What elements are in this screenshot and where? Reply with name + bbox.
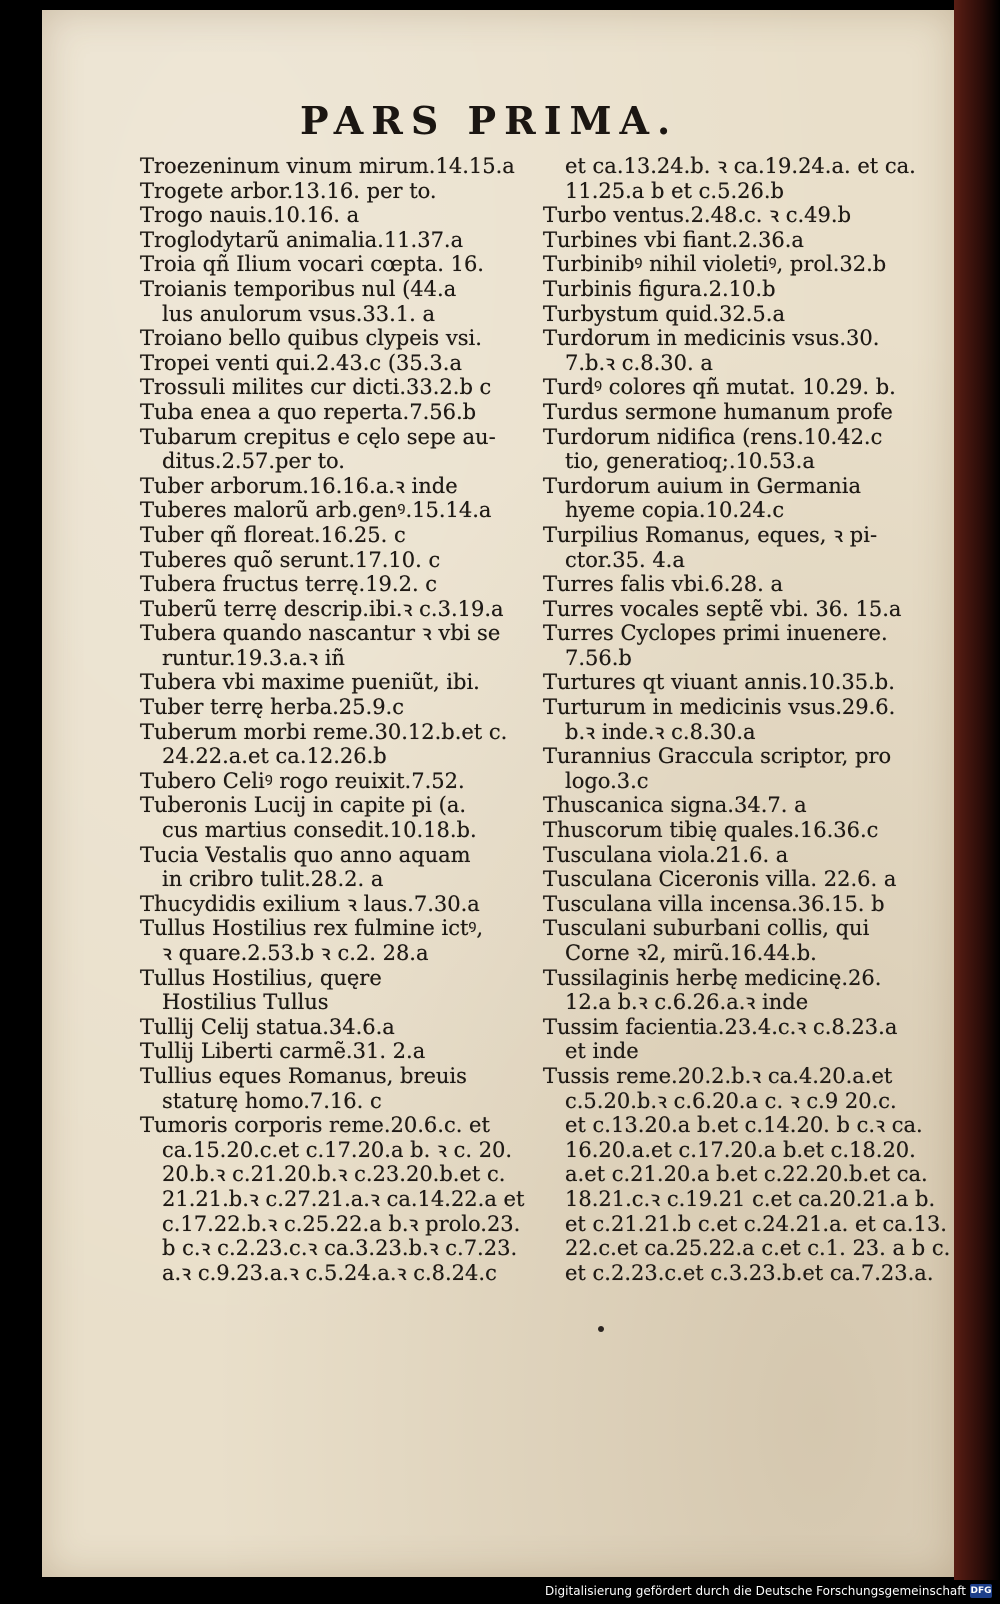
index-entry: Turbystum quid.32.5.a (543, 301, 785, 326)
index-entry: Tuber qñ floreat.16.25. c (140, 522, 406, 547)
index-entry: Tullus Hostilius, quęre (140, 965, 382, 990)
ink-dot (598, 1326, 604, 1332)
index-entry: Turdorum in medicinis vsus.30. (543, 326, 880, 351)
index-entry-continuation: b.ꝛ inde.ꝛ c.8.30.a (565, 719, 756, 744)
index-entry: Turannius Graccula scriptor, pro (543, 744, 892, 769)
index-entry-continuation: 12.a b.ꝛ c.6.26.a.ꝛ inde (565, 990, 809, 1015)
index-entry-continuation: et ca.13.24.b. ꝛ ca.19.24.a. et ca. (565, 154, 916, 178)
index-entry-continuation: c.17.22.b.ꝛ c.25.22.a b.ꝛ prolo.23. (162, 1211, 521, 1236)
index-entry-continuation: 11.25.a b et c.5.26.b (565, 178, 784, 203)
index-entry: Turdus sermone humanum profe (543, 399, 893, 424)
index-entry-continuation: cus martius consedit.10.18.b. (162, 818, 477, 843)
index-entry-continuation: runtur.19.3.a.ꝛ iñ (162, 645, 345, 670)
index-entry-continuation: et inde (565, 1039, 639, 1064)
index-entry: Turbinibꝰ nihil violetiꝰ, prol.32.b (543, 252, 887, 277)
index-entry: Tussim facientia.23.4.c.ꝛ c.8.23.a (543, 1014, 898, 1039)
index-entry-continuation: c.5.20.b.ꝛ c.6.20.a c. ꝛ c.9 20.c. (565, 1088, 897, 1113)
index-entry-continuation: hyeme copia.10.24.c (565, 498, 785, 523)
index-entry: Troia qñ Ilium vocari cœpta. 16. (140, 252, 484, 277)
index-entry: Thuscanica signa.34.7. a (543, 793, 807, 818)
index-entry: Tubero Celiꝰ rogo reuixit.7.52. (140, 768, 465, 793)
index-entry: Turdorum auium in Germania (543, 473, 862, 498)
index-entry: Thucydidis exilium ꝛ laus.7.30.a (140, 891, 480, 916)
index-entry-continuation: tio, generatioq;.10.53.a (565, 449, 815, 474)
index-entry: Tucia Vestalis quo anno aquam (140, 842, 471, 867)
page-heading: PARS PRIMA. (300, 98, 679, 143)
index-entry: Turbinis figura.2.10.b (543, 276, 776, 301)
index-entry: Thuscorum tibię quales.16.36.c (543, 818, 879, 843)
index-entry: Turturum in medicinis vsus.29.6. (543, 695, 896, 720)
index-entry: Trossuli milites cur dicti.33.2.b c (140, 375, 492, 400)
index-entry-continuation: b c.ꝛ c.2.23.c.ꝛ ca.3.23.b.ꝛ c.7.23. (162, 1236, 518, 1261)
index-entry-continuation: ctor.35. 4.a (565, 547, 685, 572)
index-entry: Tubera quando nascantur ꝛ vbi se (140, 621, 501, 646)
index-entry: Tuber terrę herba.25.9.c (140, 695, 404, 720)
index-entry-continuation: Corne ꝛ2, mirũ.16.44.b. (565, 941, 817, 965)
index-entry-continuation: 7.b.ꝛ c.8.30. a (565, 350, 713, 375)
index-entry-continuation: lus anulorum vsus.33.1. a (162, 301, 436, 326)
index-entry-continuation: logo.3.c (565, 768, 649, 793)
index-entry: Tropei venti qui.2.43.c (35.3.a (140, 350, 462, 375)
index-entry-continuation: 24.22.a.et ca.12.26.b (162, 744, 387, 769)
index-entry: Tuberonis Lucij in capite pi (a. (140, 793, 467, 818)
index-entry: Tubarum crepitus e cęlo sepe au- (140, 424, 496, 449)
index-entry: Troiano bello quibus clypeis vsi. (140, 326, 482, 351)
index-entry: Tusculana villa incensa.36.15. b (543, 891, 885, 916)
index-entry-continuation: staturę homo.7.16. c (162, 1088, 382, 1113)
index-entry: Turbo ventus.2.48.c. ꝛ c.49.b (543, 203, 852, 228)
index-entry: Tubera vbi maxime pueniũt, ibi. (140, 670, 480, 695)
left-index-column (140, 154, 550, 1285)
index-entry-continuation: 16.20.a.et c.17.20.a b.et c.18.20. (565, 1137, 916, 1162)
index-entry: Turpilius Romanus, eques, ꝛ pi- (543, 522, 878, 547)
index-entry: Turtures qt viuant annis.10.35.b. (543, 670, 895, 695)
index-entry-continuation: 22.c.et ca.25.22.a c.et c.1. 23. a b c. (565, 1236, 951, 1261)
index-entry-continuation: 7.56.b (565, 645, 632, 670)
index-entry: Tuberũ terrę descrip.ibi.ꝛ c.3.19.a (140, 596, 504, 621)
right-index-column (543, 154, 951, 1285)
index-entry: Tussilaginis herbę medicinę.26. (543, 965, 882, 990)
index-entry-continuation: in cribro tulit.28.2. a (162, 867, 384, 892)
dfg-logo: DFG (970, 1586, 992, 1596)
index-entry: Tullus Hostilius rex fulmine ictꝰ, (140, 916, 484, 941)
index-entry: Turres Cyclopes primi inuenere. (543, 621, 888, 646)
index-entry: Tuberes malorũ arb.genꝰ.15.14.a (140, 498, 492, 523)
index-entry-continuation: a.et c.21.20.a b.et c.22.20.b.et ca. (565, 1162, 928, 1187)
index-entry-continuation: ꝛ quare.2.53.b ꝛ c.2. 28.a (162, 941, 429, 965)
index-entry: Turres vocales septẽ vbi. 36. 15.a (543, 596, 902, 621)
index-entry: Tuberes quõ serunt.17.10. c (140, 547, 441, 572)
index-entry: Troezeninum vinum mirum.14.15.a (140, 154, 515, 178)
index-entry: Troglodytarũ animalia.11.37.a (140, 227, 464, 252)
page-edge (954, 0, 1000, 1580)
index-entry-continuation: et c.13.20.a b.et c.14.20. b c.ꝛ ca. (565, 1113, 923, 1138)
index-entry: Trogete arbor.13.16. per to. (140, 178, 437, 203)
index-entry-continuation: ca.15.20.c.et c.17.20.a b. ꝛ c. 20. (162, 1137, 513, 1162)
index-entry: Tusculani suburbani collis, qui (543, 916, 870, 941)
index-entry: Tumoris corporis reme.20.6.c. et (140, 1113, 490, 1138)
index-entry-continuation: ditus.2.57.per to. (162, 449, 345, 474)
index-entry: Tuberum morbi reme.30.12.b.et c. (140, 719, 508, 744)
index-entry: Tubera fructus terrę.19.2. c (140, 572, 438, 597)
index-entry-continuation: a.ꝛ c.9.23.a.ꝛ c.5.24.a.ꝛ c.8.24.c (162, 1260, 497, 1285)
index-entry-continuation: 21.21.b.ꝛ c.27.21.a.ꝛ ca.14.22.a et (162, 1186, 525, 1211)
index-entry: Turbines vbi fiant.2.36.a (543, 227, 804, 252)
index-entry: Trogo nauis.10.16. a (140, 203, 360, 228)
index-entry-continuation: 18.21.c.ꝛ c.19.21 c.et ca.20.21.a b. (565, 1186, 936, 1211)
index-entry: Tusculana viola.21.6. a (543, 842, 789, 867)
index-entry-continuation: Hostilius Tullus (162, 990, 329, 1015)
index-entry-continuation: 20.b.ꝛ c.21.20.b.ꝛ c.23.20.b.et c. (162, 1162, 506, 1187)
funding-credit: Digitalisierung gefördert durch die Deutsche Forschungsgemeinschaft (544, 1584, 966, 1598)
index-entry-continuation: et c.2.23.c.et c.3.23.b.et ca.7.23.a. (565, 1260, 934, 1285)
index-entry: Tusculana Ciceronis villa. 22.6. a (543, 867, 897, 892)
index-entry: Turdꝰ colores qñ mutat. 10.29. b. (543, 375, 896, 400)
index-entry: Tuber arborum.16.16.a.ꝛ inde (140, 473, 458, 498)
index-entry: Troianis temporibus nul (44.a (140, 276, 457, 301)
index-entry: Tullius eques Romanus, breuis (140, 1063, 467, 1088)
index-entry: Tullij Liberti carmẽ.31. 2.a (140, 1039, 426, 1064)
index-entry-continuation: et c.21.21.b c.et c.24.21.a. et ca.13. (565, 1211, 947, 1236)
index-entry: Tullij Celij statua.34.6.a (140, 1014, 395, 1039)
index-entry: Tuba enea a quo reperta.7.56.b (140, 399, 477, 424)
index-entry: Tussis reme.20.2.b.ꝛ ca.4.20.a.et (543, 1063, 893, 1088)
index-entry: Turdorum nidifica (rens.10.42.c (543, 424, 883, 449)
index-entry: Turres falis vbi.6.28. a (543, 572, 783, 597)
